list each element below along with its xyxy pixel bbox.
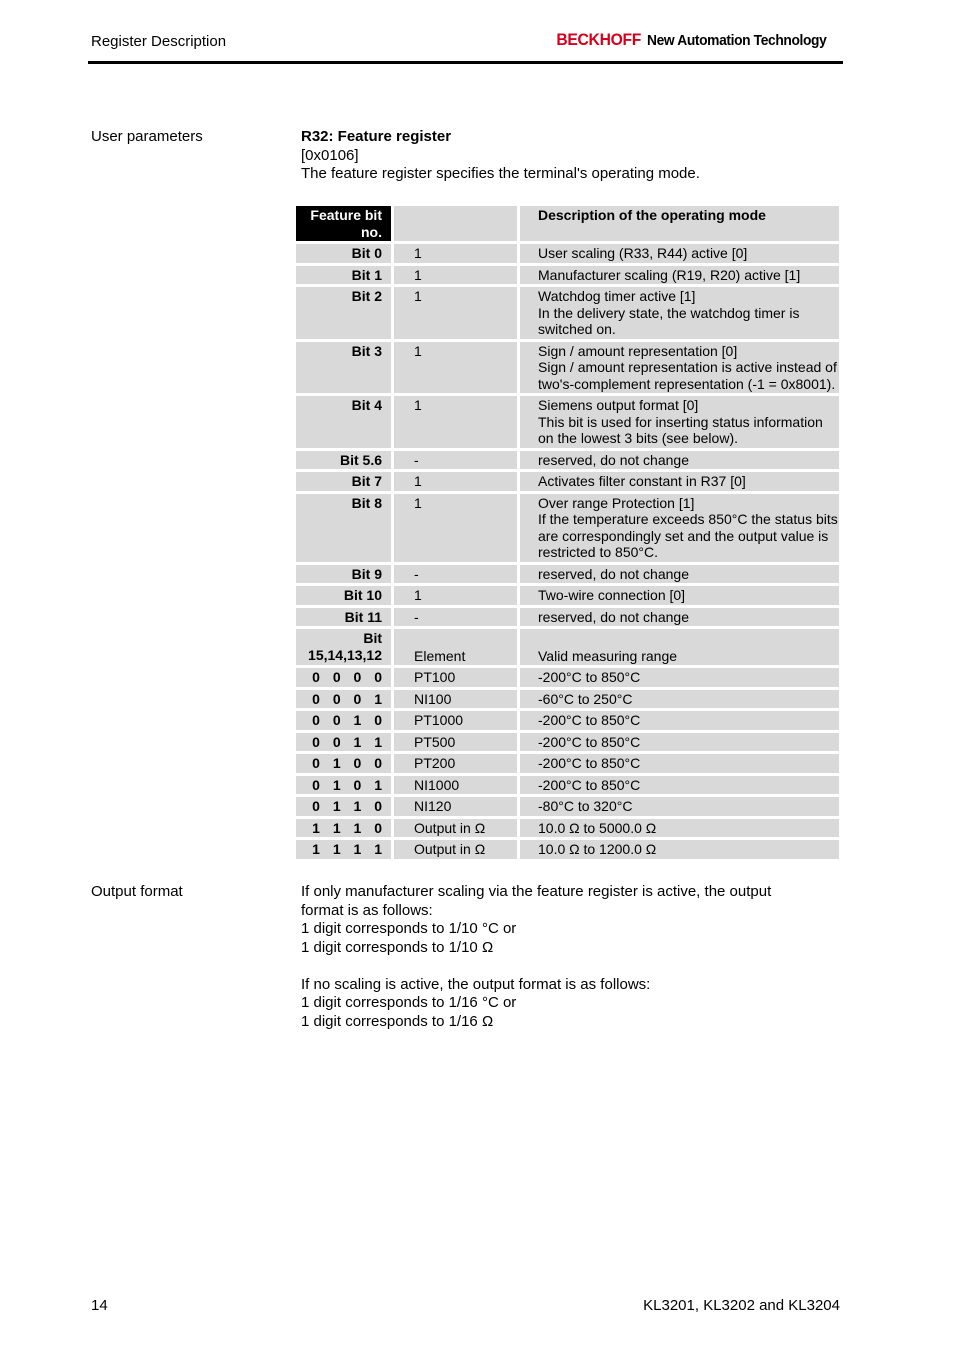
subheader-bits-line: 15,14,13,12	[308, 647, 382, 663]
header-section-title: Register Description	[91, 33, 227, 50]
brand-tagline: New Automation Technology	[647, 32, 827, 49]
table-row	[296, 287, 839, 339]
output-format-line: 1 digit corresponds to 1/16 °C or	[301, 994, 517, 1011]
element-name: NI100	[394, 690, 520, 709]
user-parameters-label: User parameters	[91, 128, 203, 145]
element-row	[296, 797, 839, 816]
subheader-range: Valid measuring range	[520, 629, 839, 665]
element-subheader-row	[296, 629, 839, 665]
bit-value: 1	[394, 266, 520, 285]
bit-description	[520, 451, 839, 470]
element-range: 10.0 Ω to 1200.0 Ω	[520, 840, 839, 859]
output-format-line: 1 digit corresponds to 1/10 Ω	[301, 938, 494, 956]
register-title: R32: Feature register	[301, 128, 452, 145]
bit-number: Bit 0	[296, 244, 394, 263]
bit-description	[520, 266, 839, 285]
element-bits-value: 0 0 1 0	[312, 712, 382, 728]
element-bits	[296, 840, 394, 859]
element-name: PT100	[394, 668, 520, 687]
table-row	[296, 472, 839, 491]
element-bits	[296, 690, 394, 709]
element-bits	[296, 819, 394, 838]
element-bits-value: 0 1 0 1	[312, 776, 382, 793]
element-bits	[296, 711, 394, 730]
bit-value: 1	[394, 396, 520, 448]
bit-number: Bit 2	[296, 287, 394, 339]
element-row	[296, 840, 839, 859]
bit-number: Bit 5.6	[296, 451, 394, 470]
header-description: Description of the operating mode	[520, 206, 839, 241]
element-range: -80°C to 320°C	[520, 797, 839, 816]
bit-description-note: Sign / amount representation is active instead of two's-complement representation (-1 = 0x8001).	[538, 359, 837, 392]
bit-description-main: Siemens output format [0]	[538, 397, 699, 413]
output-format-line: format is as follows:	[301, 901, 433, 919]
element-name: PT500	[394, 733, 520, 752]
element-bits-value: 0 1 1 0	[312, 798, 382, 814]
table-row	[296, 608, 839, 627]
bit-description-note: In the delivery state, the watchdog timer is switched on.	[538, 304, 800, 337]
element-range: -200°C to 850°C	[520, 733, 839, 752]
bit-value: 1	[394, 586, 520, 605]
bit-description-main: Manufacturer scaling (R19, R20) active [1]	[538, 266, 801, 283]
bit-description-main: Sign / amount representation [0]	[538, 342, 738, 359]
bit-number: Bit 3	[296, 342, 394, 394]
element-bits	[296, 754, 394, 773]
element-name: NI120	[394, 797, 520, 816]
bit-value: 1	[394, 494, 520, 562]
element-row	[296, 754, 839, 773]
bit-description-main: Activates filter constant in R37 [0]	[538, 473, 746, 489]
brand-name: BECKHOFF	[556, 30, 641, 49]
table-row	[296, 586, 839, 605]
bit-description-main: reserved, do not change	[538, 451, 689, 468]
element-bits	[296, 797, 394, 816]
subheader-element: Element	[394, 629, 520, 665]
bit-description	[520, 586, 839, 605]
element-row	[296, 776, 839, 795]
output-format-line: 1 digit corresponds to 1/10 °C or	[301, 920, 517, 937]
bit-value: 1	[394, 342, 520, 394]
bit-value: 1	[394, 244, 520, 263]
bit-number: Bit 4	[296, 396, 394, 448]
element-name: PT200	[394, 754, 520, 773]
table-row	[296, 494, 839, 562]
element-bits-value: 0 0 0 1	[312, 690, 382, 707]
output-format-line: If no scaling is active, the output format is as follows:	[301, 975, 651, 993]
element-range: -200°C to 850°C	[520, 711, 839, 730]
table-row	[296, 396, 839, 448]
element-range: -200°C to 850°C	[520, 776, 839, 795]
bit-value: -	[394, 608, 520, 627]
element-row	[296, 733, 839, 752]
bit-description-main: User scaling (R33, R44) active [0]	[538, 245, 748, 261]
subheader-bits	[296, 629, 394, 665]
element-range: -200°C to 850°C	[520, 754, 839, 773]
output-format-line: If only manufacturer scaling via the feature register is active, the output	[301, 883, 772, 900]
header-rule	[88, 61, 843, 64]
element-bits-value: 0 1 0 0	[312, 755, 382, 771]
element-range: 10.0 Ω to 5000.0 Ω	[520, 819, 839, 838]
bit-description	[520, 287, 839, 339]
register-description: The feature register specifies the terminal's operating mode.	[301, 165, 700, 182]
output-format-text	[301, 883, 771, 1031]
bit-description-main: Two-wire connection [0]	[538, 587, 686, 603]
bit-description-main: reserved, do not change	[538, 565, 689, 582]
element-row	[296, 819, 839, 838]
element-bits	[296, 668, 394, 687]
element-row	[296, 711, 839, 730]
bit-value: -	[394, 451, 520, 470]
bit-description	[520, 244, 839, 263]
bit-description	[520, 396, 839, 448]
element-name: Output in Ω	[394, 819, 520, 838]
bit-value: 1	[394, 472, 520, 491]
bit-number: Bit 11	[296, 608, 394, 627]
header-value	[394, 206, 520, 241]
bit-description	[520, 494, 839, 562]
bit-number: Bit 1	[296, 266, 394, 285]
element-bits	[296, 776, 394, 795]
subheader-bits-line: Bit	[363, 630, 382, 646]
bit-number: Bit 9	[296, 565, 394, 584]
register-intro	[301, 128, 700, 184]
table-row	[296, 244, 839, 263]
bit-description-main: Over range Protection [1]	[538, 494, 695, 511]
element-bits-value: 0 0 0 0	[312, 669, 382, 685]
element-name: NI1000	[394, 776, 520, 795]
table-header-row	[296, 206, 839, 241]
feature-register-table	[296, 203, 839, 862]
element-name: PT1000	[394, 711, 520, 730]
element-range: -60°C to 250°C	[520, 690, 839, 709]
bit-description	[520, 472, 839, 491]
product-name: KL3201, KL3202 and KL3204	[643, 1297, 840, 1314]
bit-number: Bit 7	[296, 472, 394, 491]
bit-number: Bit 10	[296, 586, 394, 605]
element-range: -200°C to 850°C	[520, 668, 839, 687]
table-row	[296, 342, 839, 394]
bit-number: Bit 8	[296, 494, 394, 562]
table-row	[296, 565, 839, 584]
element-row	[296, 690, 839, 709]
output-format-line: 1 digit corresponds to 1/16 Ω	[301, 1012, 494, 1030]
output-format-label: Output format	[91, 883, 183, 900]
bit-description-main: Watchdog timer active [1]	[538, 288, 696, 304]
table-row	[296, 266, 839, 285]
element-bits-value: 0 0 1 1	[312, 733, 382, 750]
bit-description	[520, 342, 839, 394]
table-row	[296, 451, 839, 470]
element-bits-value: 1 1 1 0	[312, 819, 382, 836]
bit-value: -	[394, 565, 520, 584]
page-number: 14	[91, 1297, 108, 1314]
header-feature-bit: Feature bit no.	[296, 206, 394, 241]
bit-description-main: reserved, do not change	[538, 608, 689, 625]
bit-description	[520, 565, 839, 584]
element-bits	[296, 733, 394, 752]
element-name: Output in Ω	[394, 840, 520, 859]
bit-description-note: If the temperature exceeds 850°C the status bits are correspondingly set and the output value is restricted to 850°C.	[538, 511, 838, 560]
brand-logo	[549, 30, 842, 50]
bit-description	[520, 608, 839, 627]
element-bits-value: 1 1 1 1	[312, 841, 382, 857]
element-row	[296, 668, 839, 687]
bit-value: 1	[394, 287, 520, 339]
register-address: [0x0106]	[301, 146, 359, 164]
bit-description-note: This bit is used for inserting status information on the lowest 3 bits (see below).	[538, 413, 823, 446]
